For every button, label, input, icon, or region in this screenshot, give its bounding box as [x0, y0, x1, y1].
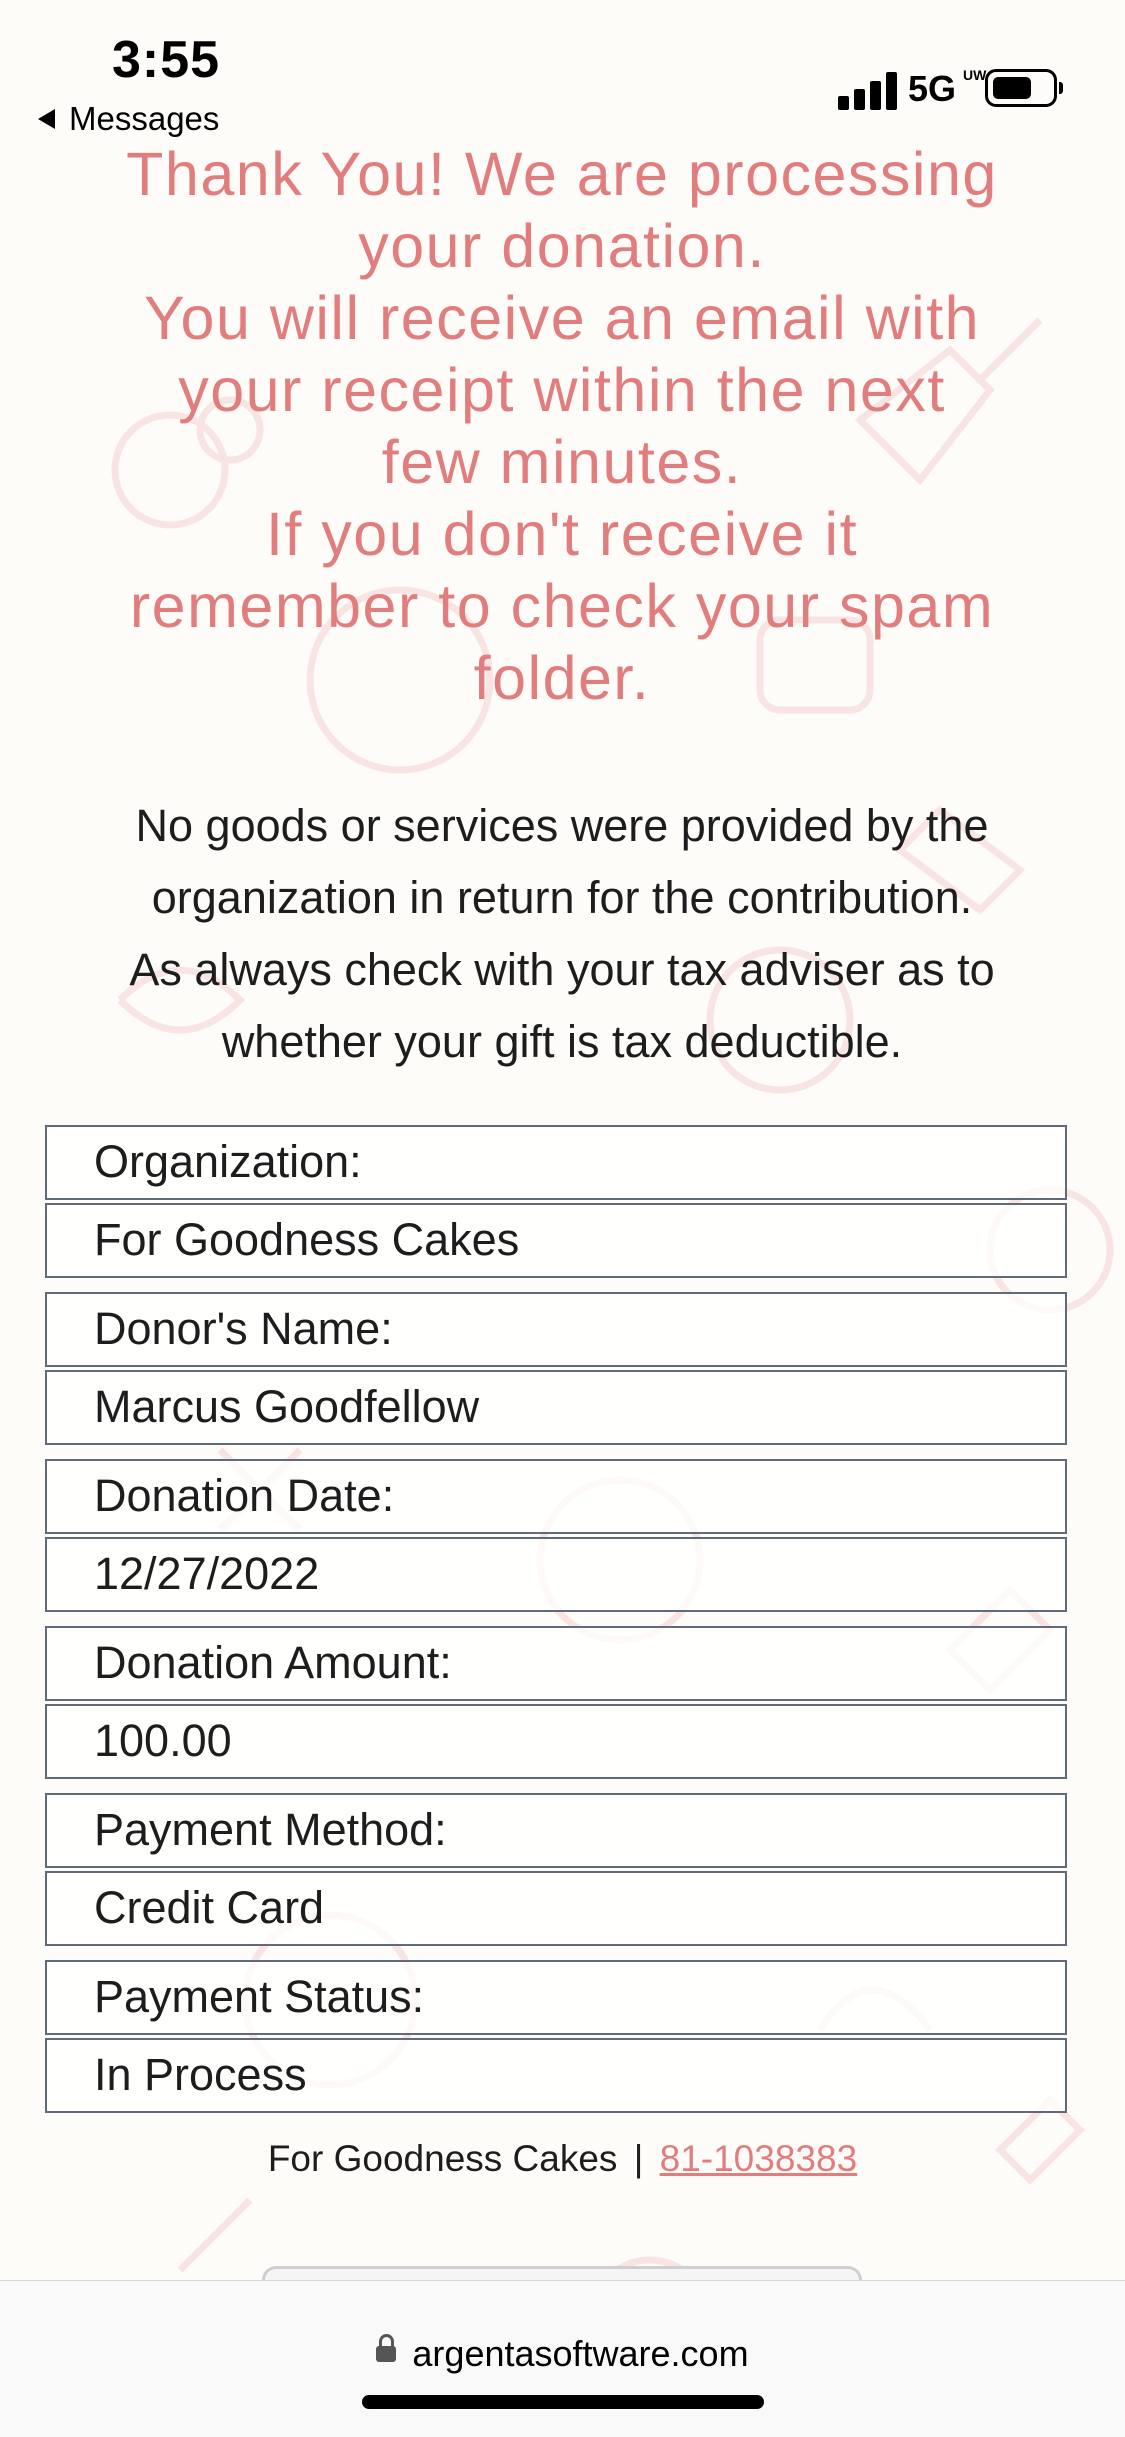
thank-you-line: folder. [473, 644, 651, 712]
field-label: Organization: [45, 1125, 1067, 1200]
field-label: Donor's Name: [45, 1292, 1067, 1367]
field-donation-amount [45, 1626, 1067, 1779]
field-value: 12/27/2022 [45, 1537, 1067, 1612]
donation-details [45, 1125, 1067, 2127]
network-type: 5G [908, 68, 957, 109]
field-value: In Process [45, 2038, 1067, 2113]
field-donation-date [45, 1459, 1067, 1612]
back-to-messages-link[interactable] [38, 100, 219, 138]
disclaimer-line: organization in return for the contribution. [151, 872, 973, 923]
field-payment-method [45, 1793, 1067, 1946]
thank-you-line: remember to check your spam [129, 572, 995, 640]
back-triangle-icon [38, 109, 55, 129]
footer-org-name: For Goodness Cakes [267, 2138, 618, 2179]
thank-you-line: your receipt within the next [178, 356, 946, 424]
home-indicator[interactable] [362, 2395, 764, 2409]
footer-ein-link[interactable]: 81-1038383 [659, 2138, 858, 2179]
browser-address-bar[interactable] [0, 2280, 1125, 2437]
status-bar [0, 0, 1125, 150]
back-label: Messages [69, 100, 220, 137]
field-label: Payment Method: [45, 1793, 1067, 1868]
cellular-signal-icon [838, 70, 900, 110]
disclaimer-line: As always check with your tax adviser as to [129, 944, 995, 995]
tax-disclaimer [62, 790, 1062, 1078]
disclaimer-line: whether your gift is tax deductible. [221, 1016, 903, 1067]
field-value: For Goodness Cakes [45, 1203, 1067, 1278]
disclaimer-line: No goods or services were provided by the [135, 800, 989, 851]
url-text: argentasoftware.com [412, 2333, 749, 2374]
thank-you-line: Thank You! We are processing [126, 140, 998, 208]
thank-you-line: If you don't receive it [265, 500, 859, 568]
field-value: Credit Card [45, 1871, 1067, 1946]
page-footer [0, 2138, 1125, 2180]
thank-you-line: You will receive an email with [143, 284, 981, 352]
lock-icon [376, 2346, 396, 2362]
field-label: Payment Status: [45, 1960, 1067, 2035]
field-value: Marcus Goodfellow [45, 1370, 1067, 1445]
network-superscript: UW [963, 67, 987, 83]
thank-you-line: your donation. [358, 212, 766, 280]
address-bar-url[interactable] [0, 2333, 1125, 2375]
footer-separator: | [633, 2138, 644, 2179]
thank-you-line: few minutes. [381, 428, 743, 496]
battery-icon [985, 69, 1057, 107]
field-donor-name [45, 1292, 1067, 1445]
field-value: 100.00 [45, 1704, 1067, 1779]
field-label: Donation Date: [45, 1459, 1067, 1534]
field-payment-status [45, 1960, 1067, 2113]
field-label: Donation Amount: [45, 1626, 1067, 1701]
status-time: 3:55 [112, 31, 221, 89]
thank-you-message [62, 138, 1062, 714]
field-organization [45, 1125, 1067, 1278]
